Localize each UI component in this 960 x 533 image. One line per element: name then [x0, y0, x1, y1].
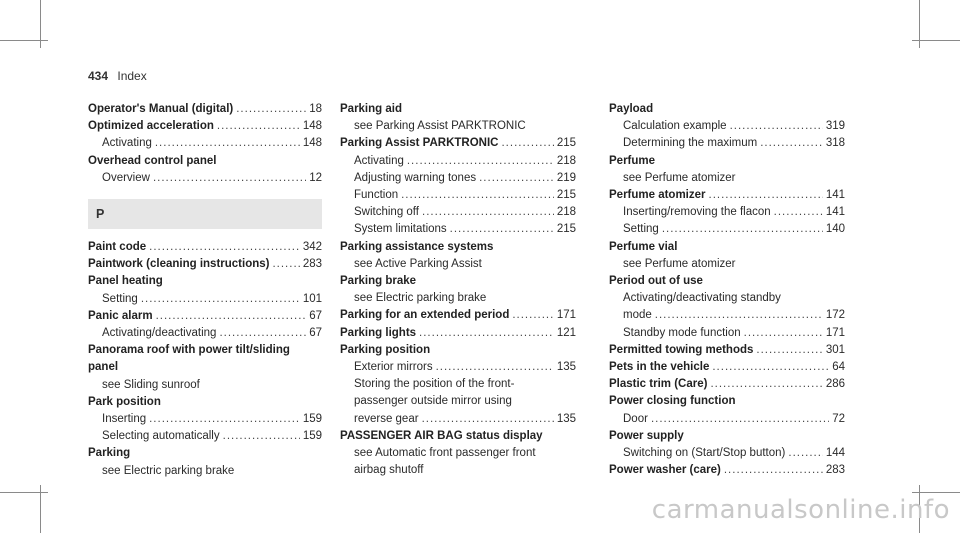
- index-subentry[interactable]: [88, 325, 322, 342]
- entry-page-number[interactable]: 135: [556, 361, 576, 374]
- entry-page-number[interactable]: 144: [825, 447, 845, 460]
- entry-page-number[interactable]: 342: [302, 241, 322, 254]
- entry-label: Parking Assist PARKTRONIC: [340, 137, 499, 150]
- index-subentry: [88, 463, 322, 480]
- dot-leader: [156, 308, 307, 325]
- index-subentry[interactable]: [88, 135, 322, 152]
- dot-leader: [512, 307, 553, 324]
- entry-label: passenger outside mirror using: [354, 395, 512, 408]
- entry-page-number[interactable]: 283: [302, 258, 322, 271]
- index-subentry[interactable]: [609, 118, 845, 135]
- dot-leader: [419, 325, 554, 342]
- index-entry: [340, 239, 576, 256]
- index-subentry: [609, 256, 845, 273]
- entry-page-number[interactable]: 18: [309, 103, 322, 115]
- dot-leader: [422, 411, 554, 428]
- entry-label: Storing the position of the front-: [354, 378, 515, 391]
- index-subentry[interactable]: [609, 445, 845, 462]
- entry-label: Parking lights: [340, 326, 417, 339]
- entry-label: Paint code: [88, 241, 147, 254]
- dot-leader: [219, 325, 306, 342]
- index-subentry: [340, 256, 576, 273]
- index-subentry[interactable]: [88, 428, 322, 445]
- section-title: Index: [117, 69, 147, 83]
- index-column-2: [340, 101, 576, 479]
- entry-label: Parking for an extended period: [340, 309, 510, 322]
- page-number: 434: [88, 69, 109, 83]
- entry-page-number[interactable]: 101: [302, 292, 322, 305]
- dot-leader: [788, 445, 822, 462]
- entry-page-number[interactable]: 159: [302, 413, 322, 426]
- entry-label: Activating/deactivating standby: [623, 292, 781, 305]
- entry-label: Activating/deactivating: [102, 327, 217, 340]
- entry-label: Overhead control panel: [88, 154, 217, 167]
- entry-label: Door: [623, 412, 648, 425]
- dot-leader: [756, 342, 822, 359]
- index-entry[interactable]: [609, 359, 845, 376]
- entry-label: Switching on (Start/Stop button): [623, 447, 786, 460]
- index-subentry: [340, 393, 576, 410]
- entry-label: Inserting/removing the flacon: [623, 206, 771, 219]
- entry-label: Parking: [88, 447, 131, 460]
- dot-leader: [436, 359, 554, 376]
- index-entry[interactable]: [340, 325, 576, 342]
- dot-leader: [450, 221, 554, 238]
- entry-page-number[interactable]: 72: [832, 412, 845, 425]
- entry-page-number[interactable]: 64: [832, 361, 845, 374]
- entry-page-number[interactable]: 218: [556, 154, 576, 167]
- index-subentry[interactable]: [340, 359, 576, 376]
- index-subentry[interactable]: [88, 170, 322, 187]
- entry-label: Perfume vial: [609, 240, 678, 253]
- index-entry[interactable]: [609, 342, 845, 359]
- entry-page-number[interactable]: 215: [556, 189, 576, 202]
- entry-label: panel: [88, 361, 119, 374]
- index-entry: [609, 393, 845, 410]
- section-letter-heading: P: [88, 199, 322, 229]
- entry-page-number[interactable]: 319: [825, 120, 845, 133]
- index-subentry: [340, 376, 576, 393]
- index-entry[interactable]: [88, 101, 322, 118]
- entry-label: Activating: [354, 154, 404, 167]
- index-subentry[interactable]: [340, 170, 576, 187]
- index-entry: [609, 101, 845, 118]
- entry-label: Park position: [88, 395, 161, 408]
- index-subentry[interactable]: [609, 325, 845, 342]
- entry-label: Calculation example: [623, 120, 727, 133]
- index-entry: [609, 428, 845, 445]
- entry-label: Overview: [102, 171, 150, 184]
- dot-leader: [217, 118, 300, 135]
- crop-mark-bottom-right-h: [912, 492, 960, 493]
- dot-leader: [422, 204, 554, 221]
- entry-label: mode: [623, 309, 652, 322]
- entry-page-number[interactable]: 215: [556, 223, 576, 236]
- dot-leader: [662, 221, 823, 238]
- index-subentry[interactable]: [609, 307, 845, 324]
- dot-leader: [501, 135, 553, 152]
- entry-label: System limitations: [354, 223, 447, 236]
- entry-label: Payload: [609, 103, 654, 115]
- entry-page-number[interactable]: 218: [556, 206, 576, 219]
- index-subentry[interactable]: [340, 221, 576, 238]
- dot-leader: [709, 187, 823, 204]
- index-entry: [340, 428, 576, 445]
- index-entry[interactable]: [340, 135, 576, 152]
- entry-label: Operator's Manual (digital): [88, 103, 234, 115]
- entry-label: Inserting: [102, 413, 147, 426]
- index-subentry[interactable]: [88, 411, 322, 428]
- entry-label: Exterior mirrors: [354, 361, 433, 374]
- index-entry[interactable]: [88, 256, 322, 273]
- entry-page-number[interactable]: 140: [825, 223, 845, 236]
- index-entry[interactable]: [609, 462, 845, 479]
- index-subentry: [340, 445, 576, 462]
- entry-label: Period out of use: [609, 275, 703, 288]
- entry-label: Panorama roof with power tilt/sliding: [88, 344, 290, 357]
- index-entry[interactable]: [88, 308, 322, 325]
- entry-label: Parking aid: [340, 103, 402, 115]
- crop-mark-top-left-h: [0, 40, 48, 41]
- entry-label: Parking brake: [340, 275, 417, 288]
- entry-label: Function: [354, 189, 399, 202]
- entry-page-number[interactable]: 219: [556, 171, 576, 184]
- index-entry[interactable]: [609, 187, 845, 204]
- page-header: [88, 69, 147, 83]
- entry-label: Parking assistance systems: [340, 240, 494, 253]
- dot-leader: [401, 187, 554, 204]
- index-entry[interactable]: [609, 376, 845, 393]
- entry-page-number[interactable]: 135: [556, 412, 576, 425]
- entry-label: Activating: [102, 137, 152, 150]
- dot-leader: [149, 239, 300, 256]
- entry-label: see Automatic front passenger front: [354, 447, 536, 460]
- entry-label: Pets in the vehicle: [609, 361, 710, 374]
- entry-label: see Perfume atomizer: [623, 171, 736, 184]
- entry-label: Setting: [623, 223, 659, 236]
- index-entry[interactable]: [88, 239, 322, 256]
- watermark: carmanualsonline.info: [651, 495, 950, 525]
- index-subentry[interactable]: [340, 153, 576, 170]
- index-entry: [88, 342, 322, 359]
- entry-label: Setting: [102, 292, 138, 305]
- index-entry: [88, 153, 322, 170]
- entry-page-number[interactable]: 141: [825, 206, 845, 219]
- entry-label: see Electric parking brake: [102, 464, 235, 477]
- entry-label: PASSENGER AIR BAG status display: [340, 429, 543, 442]
- entry-label: Perfume: [609, 154, 656, 167]
- entry-label: Power supply: [609, 429, 684, 442]
- entry-label: Selecting automatically: [102, 430, 220, 443]
- entry-page-number[interactable]: 171: [825, 326, 845, 339]
- index-subentry: [609, 170, 845, 187]
- dot-leader: [236, 101, 306, 118]
- entry-label: Paintwork (cleaning instructions): [88, 258, 270, 271]
- dot-leader: [760, 135, 823, 152]
- entry-page-number[interactable]: 121: [556, 326, 576, 339]
- dot-leader: [153, 170, 306, 187]
- entry-label: see Sliding sunroof: [102, 378, 200, 391]
- entry-label: Perfume atomizer: [609, 189, 706, 202]
- dot-leader: [774, 204, 823, 221]
- index-entry[interactable]: [88, 118, 322, 135]
- index-subentry[interactable]: [609, 135, 845, 152]
- index-subentry: [340, 118, 576, 135]
- index-subentry: [609, 290, 845, 307]
- index-entry: [88, 394, 322, 411]
- entry-page-number[interactable]: 12: [309, 171, 322, 184]
- index-entry: [88, 273, 322, 290]
- dot-leader: [155, 135, 300, 152]
- entry-label: Standby mode function: [623, 326, 741, 339]
- entry-label: Panel heating: [88, 275, 163, 288]
- dot-leader: [272, 256, 299, 273]
- index-subentry[interactable]: [88, 291, 322, 308]
- entry-page-number[interactable]: 67: [309, 309, 322, 322]
- entry-label: Permitted towing methods: [609, 343, 754, 356]
- entry-page-number[interactable]: 148: [302, 120, 322, 133]
- index-entry: [340, 101, 576, 118]
- entry-page-number[interactable]: 286: [825, 378, 845, 391]
- index-entry: [88, 359, 322, 376]
- entry-label: Parking position: [340, 343, 431, 356]
- entry-label: Plastic trim (Care): [609, 378, 708, 391]
- entry-page-number[interactable]: 301: [825, 343, 845, 356]
- dot-leader: [223, 428, 300, 445]
- index-column-3: [609, 101, 845, 479]
- index-entry: [609, 239, 845, 256]
- entry-label: see Parking Assist PARKTRONIC: [354, 120, 526, 133]
- index-subentry[interactable]: [340, 187, 576, 204]
- entry-label: see Electric parking brake: [354, 292, 487, 305]
- dot-leader: [655, 307, 823, 324]
- entry-page-number[interactable]: 148: [302, 137, 322, 150]
- entry-page-number[interactable]: 159: [302, 430, 322, 443]
- dot-leader: [744, 325, 823, 342]
- dot-leader: [479, 170, 554, 187]
- dot-leader: [407, 153, 554, 170]
- entry-label: Determining the maximum: [623, 137, 758, 150]
- dot-leader: [724, 462, 823, 479]
- index-column-1: [88, 101, 322, 480]
- entry-label: Power closing function: [609, 395, 736, 408]
- index-entry: [340, 273, 576, 290]
- index-subentry[interactable]: [609, 411, 845, 428]
- entry-page-number[interactable]: 318: [825, 137, 845, 150]
- index-subentry[interactable]: [609, 221, 845, 238]
- index-subentry: [340, 462, 576, 479]
- entry-label: see Perfume atomizer: [623, 257, 736, 270]
- index-subentry: [88, 377, 322, 394]
- dot-leader: [712, 359, 829, 376]
- dot-leader: [730, 118, 823, 135]
- entry-page-number[interactable]: 67: [309, 327, 322, 340]
- entry-label: Adjusting warning tones: [354, 171, 477, 184]
- entry-page-number[interactable]: 141: [825, 189, 845, 202]
- entry-label: Switching off: [354, 206, 419, 219]
- entry-page-number[interactable]: 172: [825, 309, 845, 322]
- entry-page-number[interactable]: 171: [556, 309, 576, 322]
- entry-label: Optimized acceleration: [88, 120, 214, 133]
- index-entry: [340, 342, 576, 359]
- entry-label: Panic alarm: [88, 309, 153, 322]
- dot-leader: [710, 376, 822, 393]
- index-subentry: [340, 290, 576, 307]
- entry-label: Power washer (care): [609, 464, 721, 477]
- index-subentry[interactable]: [340, 411, 576, 428]
- index-entry: [609, 153, 845, 170]
- entry-page-number[interactable]: 283: [825, 464, 845, 477]
- crop-mark-top-right-h: [912, 40, 960, 41]
- index-entry[interactable]: [340, 307, 576, 324]
- entry-page-number[interactable]: 215: [556, 137, 576, 150]
- entry-label: reverse gear: [354, 412, 419, 425]
- index-entry: [88, 445, 322, 462]
- dot-leader: [141, 291, 300, 308]
- entry-label: airbag shutoff: [354, 464, 424, 477]
- entry-label: see Active Parking Assist: [354, 257, 482, 270]
- crop-mark-bottom-left-h: [0, 492, 48, 493]
- dot-leader: [651, 411, 829, 428]
- index-entry: [609, 273, 845, 290]
- index-subentry[interactable]: [609, 204, 845, 221]
- dot-leader: [149, 411, 300, 428]
- index-subentry[interactable]: [340, 204, 576, 221]
